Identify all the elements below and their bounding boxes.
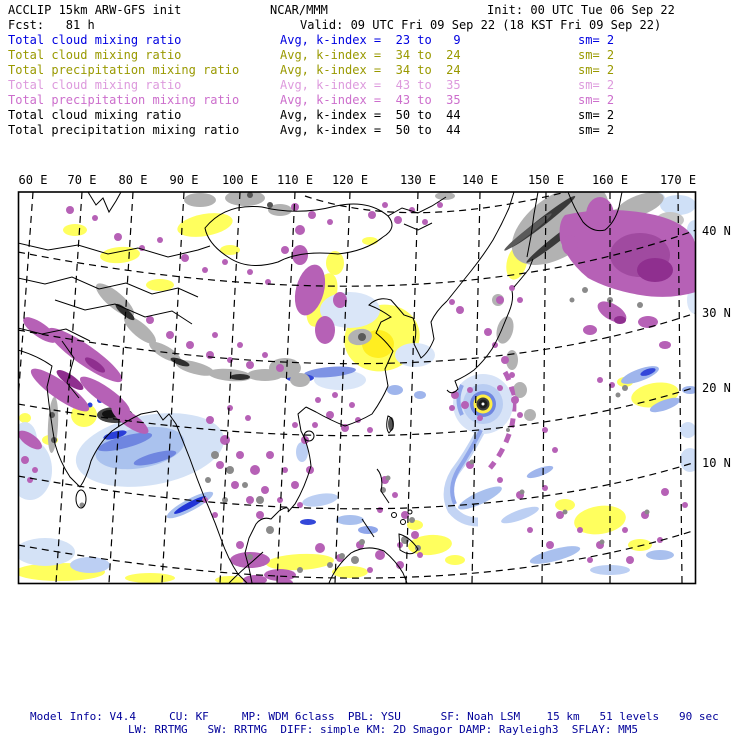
- lon-tick-label: 120 E: [331, 173, 369, 187]
- legend-label: Total precipitation mixing ratio: [8, 123, 240, 137]
- org-label: NCAR/MMM: [270, 3, 328, 17]
- valid-time: Valid: 09 UTC Fri 09 Sep 22 (18 KST Fri 09 Sep 22): [300, 18, 662, 32]
- legend-stat: Avg, k-index = 50 to 44: [280, 108, 461, 122]
- legend-sm: sm= 2: [578, 108, 615, 122]
- lon-tick-label: 60 E: [18, 173, 48, 187]
- lon-tick-label: 70 E: [67, 173, 97, 187]
- legend-label: Total cloud mixing ratio: [8, 78, 182, 92]
- lon-tick-label: 150 E: [527, 173, 565, 187]
- legend-stat: Avg, k-index = 34 to 24: [280, 63, 461, 77]
- legend-label: Total precipitation mixing ratio: [8, 93, 240, 107]
- lon-tick-label: 140 E: [461, 173, 499, 187]
- legend-label: Total cloud mixing ratio: [8, 108, 182, 122]
- legend-sm: sm= 2: [578, 33, 615, 47]
- lat-tick-label: 10 N: [702, 456, 731, 470]
- model-info-line1: Model Info: V4.4 CU: KF MP: WDM 6class PBL: YSU SF: Noah LSM 15 km 51 levels 90 sec: [30, 710, 719, 723]
- lat-tick-label: 40 N: [702, 224, 731, 238]
- lon-tick-label: 90 E: [169, 173, 199, 187]
- lat-tick-label: 30 N: [702, 306, 731, 320]
- legend-label: Total cloud mixing ratio: [8, 48, 182, 62]
- lon-tick-label: 160 E: [591, 173, 629, 187]
- legend-sm: sm= 2: [578, 123, 615, 137]
- legend-sm: sm= 2: [578, 93, 615, 107]
- legend-stat: Avg, k-index = 34 to 24: [280, 48, 461, 62]
- legend-stat: Avg, k-index = 43 to 35: [280, 93, 461, 107]
- legend-stat: Avg, k-index = 23 to 9: [280, 33, 461, 47]
- lon-tick-label: 170 E: [659, 173, 697, 187]
- forecast-hour: Fcst: 81 h: [8, 18, 95, 32]
- legend-sm: sm= 2: [578, 48, 615, 62]
- lon-tick-label: 110 E: [276, 173, 314, 187]
- legend-sm: sm= 2: [578, 78, 615, 92]
- lon-tick-label: 130 E: [399, 173, 437, 187]
- legend-stat: Avg, k-index = 50 to 44: [280, 123, 461, 137]
- legend-sm: sm= 2: [578, 63, 615, 77]
- lon-tick-label: 100 E: [221, 173, 259, 187]
- init-time: Init: 00 UTC Tue 06 Sep 22: [487, 3, 675, 17]
- plot-title: ACCLIP 15km ARW-GFS init: [8, 3, 182, 17]
- model-info-line2: LW: RRTMG SW: RRTMG DIFF: simple KM: 2D Smagor DAMP: Rayleigh3 SFLAY: MM5: [128, 723, 638, 736]
- legend-stat: Avg, k-index = 43 to 35: [280, 78, 461, 92]
- lon-tick-label: 80 E: [118, 173, 148, 187]
- legend-label: Total cloud mixing ratio: [8, 33, 182, 47]
- lat-tick-label: 20 N: [702, 381, 731, 395]
- legend-label: Total precipitation mixing ratio: [8, 63, 240, 77]
